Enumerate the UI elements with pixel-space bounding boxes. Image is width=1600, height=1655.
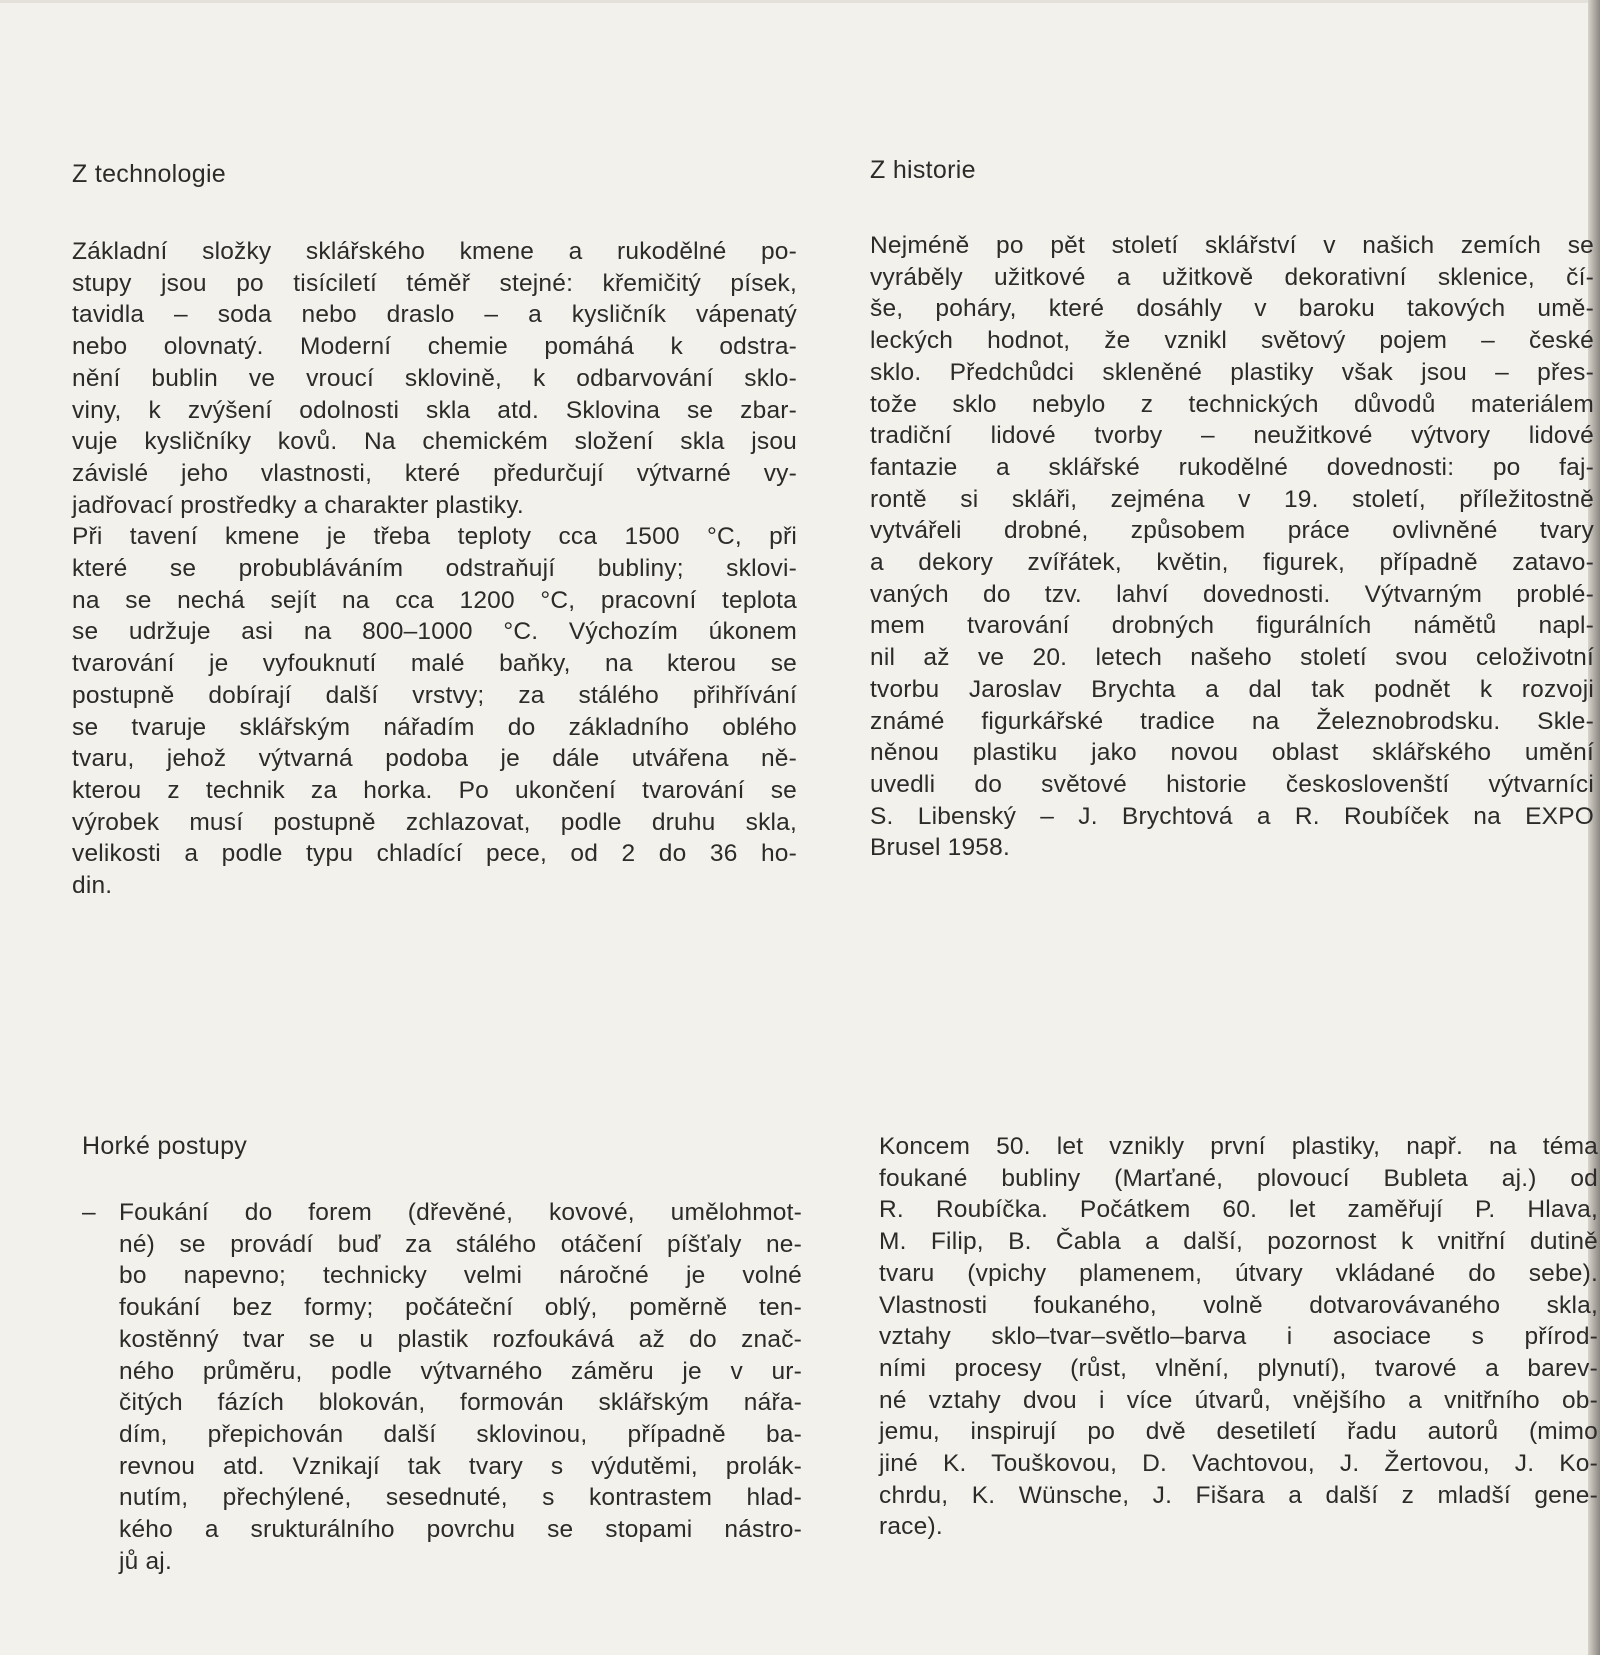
- technology-text: [72, 236, 797, 902]
- text-line: tvorbu Jaroslav Brychta a dal tak podnět k rozvoji: [870, 675, 1594, 703]
- heading-technology: Z technologie: [72, 160, 226, 188]
- text-line: tvaru (vpichy plamenem, útvary vkládané do sebe).: [879, 1259, 1598, 1287]
- text-line: bo napevno; technicky velmi náročné je volné: [119, 1262, 802, 1290]
- text-line: Vlastnosti foukaného, volně dotvarovávaného skla,: [879, 1291, 1598, 1319]
- text-line: Při tavení kmene je třeba teploty cca 1500 °C, při: [72, 523, 797, 551]
- text-line: jů aj.: [119, 1547, 172, 1575]
- text-line: revnou atd. Vznikají tak tvary s výdutěmi, prolák-: [119, 1452, 802, 1480]
- text-line: chrdu, K. Wünsche, J. Fišara a další z mladší gene-: [879, 1481, 1598, 1509]
- text-line: nebo olovnatý. Moderní chemie pomáhá k odstra-: [72, 333, 797, 361]
- text-line: Základní složky sklářského kmene a rukodělné po-: [72, 238, 797, 265]
- text-line: něnou plastiku jako novou oblast sklářského umění: [870, 739, 1594, 767]
- text-line: Foukání do forem (dřevěné, kovové, umělohmot-: [119, 1199, 802, 1226]
- text-line: dím, přepichován další sklovinou, případně ba-: [119, 1420, 802, 1448]
- text-line: race).: [879, 1513, 943, 1541]
- text-line: čitých fázích blokován, formován sklářským nářa-: [119, 1389, 802, 1417]
- text-line: ného průměru, podle výtvarného záměru je v ur-: [119, 1357, 802, 1385]
- text-line: se tvaruje sklářským nářadím do základního oblého: [72, 713, 797, 741]
- text-line: viny, k zvýšení odolnosti skla atd. Sklovina se zbar-: [72, 396, 797, 424]
- page-top-edge: [0, 0, 1600, 3]
- text-line: na se nechá sejít na cca 1200 °C, pracovní teplota: [72, 586, 797, 614]
- text-line: vuje kysličníky kovů. Na chemickém složení skla jsou: [72, 428, 797, 456]
- text-line: kého a srukturálního povrchu se stopami nástro-: [119, 1516, 802, 1544]
- text-line: din.: [72, 872, 113, 900]
- text-line: tože sklo nebylo z technických důvodů materiálem: [870, 390, 1594, 418]
- text-line: se udržuje asi na 800–1000 °C. Výchozím úkonem: [72, 618, 797, 646]
- text-line: vyráběly užitkové a užitkově dekorativní sklenice, čí-: [870, 263, 1594, 291]
- text-line: nutím, přechýlené, sesednuté, s kontrastem hlad-: [119, 1484, 802, 1512]
- text-line: stupy jsou po tisíciletí téměř stejné: křemičitý písek,: [72, 269, 797, 297]
- text-line: závislé jeho vlastnosti, které předurčují výtvarné vy-: [72, 459, 797, 487]
- text-line: Koncem 50. let vznikly první plastiky, např. na téma: [879, 1133, 1598, 1160]
- text-line: foukané bubliny (Marťané, plovoucí Bubleta aj.) od: [879, 1164, 1598, 1192]
- history-text: [870, 230, 1594, 864]
- list-bullet: –: [82, 1199, 96, 1226]
- text-line: jiné K. Touškovou, D. Vachtovou, J. Žertovou, J. Ko-: [879, 1450, 1598, 1478]
- text-line: velikosti a podle typu chladící pece, od 2 do 36 ho-: [72, 840, 797, 868]
- text-line: še, poháry, které dosáhly v baroku takových umě-: [870, 295, 1594, 323]
- text-line: tradiční lidové tvorby – neužitkové výtvory lidové: [870, 422, 1594, 450]
- text-line: které se probubláváním odstraňují bubliny; sklovi-: [72, 555, 797, 583]
- text-line: tvaru, jehož výtvarná podoba je dále utvářena ně-: [72, 745, 797, 773]
- text-line: foukání bez formy; počáteční oblý, poměrně ten-: [119, 1294, 802, 1322]
- text-line: rontě si skláři, zejména v 19. století, příležitostně: [870, 485, 1594, 513]
- text-line: R. Roubíčka. Počátkem 60. let zaměřují P. Hlava,: [879, 1196, 1598, 1224]
- text-line: jadřovací prostředky a charakter plastiky.: [72, 491, 524, 519]
- heading-history: Z historie: [870, 156, 976, 184]
- heading-hot-processes: Horké postupy: [82, 1132, 248, 1160]
- hot-processes-text: [119, 1197, 802, 1577]
- text-line: né vztahy dvou i více útvarů, vnějšího a vnitřního ob-: [879, 1386, 1598, 1414]
- text-line: leckých hodnot, že vznikl světový pojem – české: [870, 327, 1594, 355]
- text-line: postupně dobírají další vrstvy; za stálého přihřívání: [72, 681, 797, 709]
- text-line: vaných do tzv. lahví dovednosti. Výtvarným problé-: [870, 580, 1594, 608]
- text-line: M. Filip, B. Čabla a další, pozornost k vnitřní dutině: [879, 1228, 1598, 1256]
- text-line: jemu, inspirují po dvě desetiletí řadu autorů (mimo: [879, 1418, 1598, 1446]
- text-line: S. Libenský – J. Brychtová a R. Roubíček na EXPO: [870, 802, 1594, 830]
- text-line: nění bublin ve vroucí sklovině, k odbarvování sklo-: [72, 364, 797, 392]
- text-line: mem tvarování drobných figurálních námětů napl-: [870, 612, 1594, 640]
- text-line: ními procesy (růst, vlnění, plynutí), tvarové a barev-: [879, 1354, 1598, 1382]
- text-line: vztahy sklo–tvar–světlo–barva i asociace s přírod-: [879, 1323, 1598, 1351]
- text-line: tvarování je vyfouknutí malé baňky, na kterou se: [72, 650, 797, 678]
- text-line: fantazie a sklářské rukodělné dovednosti: po faj-: [870, 453, 1594, 481]
- text-line: známé figurkářské tradice na Železnobrodsku. Skle-: [870, 707, 1594, 735]
- text-line: výrobek musí postupně zchlazovat, podle druhu skla,: [72, 808, 797, 836]
- text-line: né) se provádí buď za stálého otáčení píšťaly ne-: [119, 1230, 802, 1258]
- text-line: uvedli do světové historie českoslovenští výtvarníci: [870, 770, 1594, 798]
- history-continued-text: [879, 1131, 1598, 1543]
- text-line: kostěnný tvar se u plastik rozfoukává až do znač-: [119, 1325, 802, 1353]
- text-line: kterou z technik za horka. Po ukončení tvarování se: [72, 776, 797, 804]
- text-line: tavidla – soda nebo draslo – a kysličník vápenatý: [72, 301, 797, 329]
- text-line: Nejméně po pět století sklářství v našich zemích se: [870, 232, 1594, 259]
- text-line: nil až ve 20. letech našeho století svou celoživotní: [870, 644, 1594, 672]
- text-line: sklo. Předchůdci skleněné plastiky však jsou – přes-: [870, 358, 1594, 386]
- text-line: Brusel 1958.: [870, 834, 1010, 862]
- text-line: a dekory zvířátek, květin, figurek, případně zatavo-: [870, 549, 1594, 577]
- text-line: vytvářeli drobné, způsobem práce ovlivněné tvary: [870, 517, 1594, 545]
